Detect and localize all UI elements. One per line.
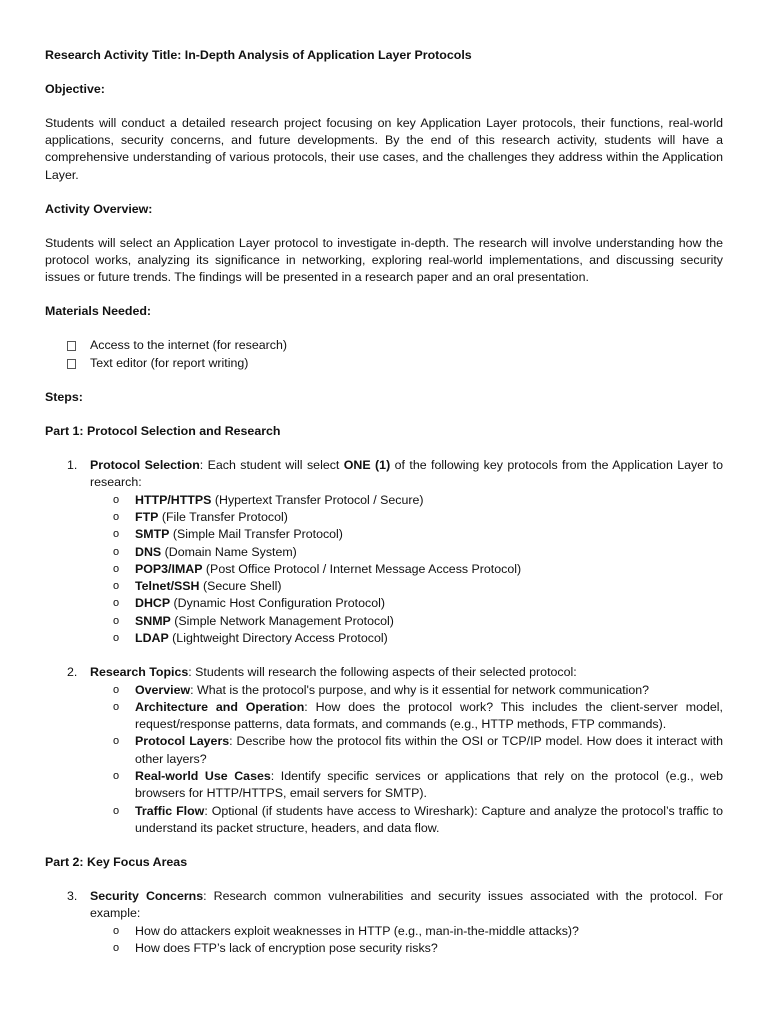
protocol-list bbox=[90, 492, 723, 648]
checkbox-placeholder-icon bbox=[67, 341, 76, 351]
list-item: o HTTP/HTTPS (Hypertext Transfer Protocol / Secure) bbox=[90, 492, 723, 509]
list-item: o Protocol Layers: Describe how the protocol fits within the OSI or TCP/IP model. How does it interact with other layers? bbox=[113, 734, 723, 766]
material-item: Access to the internet (for research) bbox=[90, 338, 287, 353]
item-number: 2. bbox=[67, 665, 78, 680]
overview-text: Students will select an Application Layer protocol to investigate in-depth. The research will involve understanding how the protocol works, analyzing its significance in networking, exploring real-world implementations, and discussing security issues or future trends. The findings will be presented in a research paper and an oral presentation. bbox=[45, 235, 723, 285]
bullet-circle-icon: o bbox=[113, 735, 120, 748]
bullet-circle-icon: o bbox=[113, 597, 120, 610]
overview-heading: Activity Overview: bbox=[45, 201, 153, 216]
bullet-circle-icon: o bbox=[113, 614, 120, 627]
numbered-item-3: 3. Security Concerns: Research common vulnerabilities and security issues associated with the protocol. For example: o How do attackers exploit weaknesses in HTTP (e.g., man-in-the-middle attacks)? o How does FTP’s lack of encryption pose security risks? bbox=[45, 888, 723, 957]
list-item: o Real-world Use Cases: Identify specific services or applications that rely on the protocol (e.g., web browsers for HTTP/HTTPS, email servers for SMTP). bbox=[113, 769, 723, 801]
bullet-circle-icon: o bbox=[113, 580, 120, 593]
bullet-circle-icon: o bbox=[113, 683, 120, 696]
numbered-item-1: 1. Protocol Selection: Each student will select ONE (1) of the following key protocols from the Application Layer to research: o HTTP/HTTPS (Hypertext Transfer Protocol / Secure) o FTP (File Transfer Protocol) o SMTP (Simple Mail Transfer Protocol) o DNS (Domain Name System) o POP3/IMAP (Post Office Protocol / Internet Message Access Protocol) o Telnet/SSH (Secure Shell) o DHCP (Dynamic Host Configuration Protocol) o SNMP (Simple Network Management Protocol) o LDAP (Lightweight Directory Access Protocol) bbox=[45, 457, 723, 647]
list-item: o Architecture and Operation: How does the protocol work? This includes the client-server model, request/response patterns, data formats, and commands (e.g., HTTP methods, FTP commands). bbox=[113, 699, 723, 732]
bullet-circle-icon: o bbox=[113, 528, 120, 541]
part2-heading: Part 2: Key Focus Areas bbox=[45, 855, 188, 870]
part1-heading: Part 1: Protocol Selection and Research bbox=[45, 424, 281, 439]
item-label: Security Concerns bbox=[90, 889, 204, 904]
bullet-circle-icon: o bbox=[113, 510, 120, 523]
bullet-circle-icon: o bbox=[113, 632, 120, 645]
bullet-circle-icon: o bbox=[113, 545, 120, 558]
activity-title: Research Activity Title: In-Depth Analysis of Application Layer Protocols bbox=[45, 48, 472, 62]
bullet-circle-icon: o bbox=[113, 804, 120, 817]
list-item: o POP3/IMAP (Post Office Protocol / Internet Message Access Protocol) bbox=[90, 561, 723, 578]
materials-heading: Materials Needed: bbox=[45, 304, 152, 319]
bullet-circle-icon: o bbox=[113, 924, 120, 937]
objective-text: Students will conduct a detailed research project focusing on key Application Layer protocols, their functions, real-world applications, security concerns, and future developments. By the end of this research activity, students will have a comprehensive understanding of various protocols, their use cases, and the challenges they address within the Application Layer. bbox=[45, 116, 723, 182]
bullet-circle-icon: o bbox=[113, 941, 120, 954]
questions-list bbox=[90, 923, 723, 958]
list-item: o SMTP (Simple Mail Transfer Protocol) bbox=[90, 526, 723, 543]
bullet-circle-icon: o bbox=[113, 700, 120, 713]
list-item: o Telnet/SSH (Secure Shell) bbox=[90, 578, 723, 595]
list-item: o DNS (Domain Name System) bbox=[90, 544, 723, 561]
list-item: o How do attackers exploit weaknesses in HTTP (e.g., man-in-the-middle attacks)? bbox=[90, 923, 723, 940]
part2-list bbox=[45, 888, 723, 957]
list-item: o How does FTP’s lack of encryption pose security risks? bbox=[90, 940, 723, 957]
bullet-circle-icon: o bbox=[113, 562, 120, 575]
material-item: Text editor (for report writing) bbox=[90, 355, 249, 370]
list-item bbox=[45, 337, 723, 354]
list-item: o SNMP (Simple Network Management Protocol) bbox=[90, 613, 723, 630]
document-body bbox=[45, 47, 723, 957]
objective-heading: Objective: bbox=[45, 82, 105, 96]
item-number: 3. bbox=[67, 889, 78, 904]
item-label: Protocol Selection bbox=[90, 458, 200, 473]
materials-list bbox=[45, 337, 723, 372]
list-item: o Overview: What is the protocol's purpose, and why is it essential for network communication? bbox=[90, 682, 723, 699]
list-item: o LDAP (Lightweight Directory Access Protocol) bbox=[90, 630, 723, 647]
bullet-circle-icon: o bbox=[113, 770, 120, 782]
steps-heading: Steps: bbox=[45, 390, 83, 405]
list-item: o DHCP (Dynamic Host Configuration Protocol) bbox=[90, 595, 723, 612]
item-label: Research Topics bbox=[90, 665, 189, 680]
list-item: o FTP (File Transfer Protocol) bbox=[90, 509, 723, 526]
topics-list bbox=[90, 682, 723, 838]
bullet-circle-icon: o bbox=[113, 493, 120, 506]
item-number: 1. bbox=[67, 458, 78, 473]
list-item bbox=[45, 355, 723, 372]
checkbox-placeholder-icon bbox=[67, 359, 76, 369]
list-item: o Traffic Flow: Optional (if students have access to Wireshark): Capture and analyze the protocol’s traffic to understand its packet structure, headers, and data flow. bbox=[113, 803, 723, 835]
part1-list bbox=[45, 457, 723, 647]
numbered-item-2: 2. Research Topics: Students will research the following aspects of their selected protocol: o Overview: What is the protocol's purpose, and why is it essential for network communication? o Architecture and Operation: How does the protocol work? This includes the client-server model, request/response patterns, data formats, and commands (e.g., HTTP methods, FTP commands). o Protocol Layers: Describe how the protocol fits within the OSI or TCP/IP model. How does it interact with other layers? o Real-world Use Cases: Identify specific services or applications that rely on the protocol (e.g., web browsers for HTTP/HTTPS, email servers for SMTP). o Traffic Flow: Optional (if students have access to Wireshark): Capture and analyze the protocol’s traffic to understand its packet structure, headers, and data flow. bbox=[45, 664, 723, 837]
part1-list-continued bbox=[45, 664, 723, 837]
